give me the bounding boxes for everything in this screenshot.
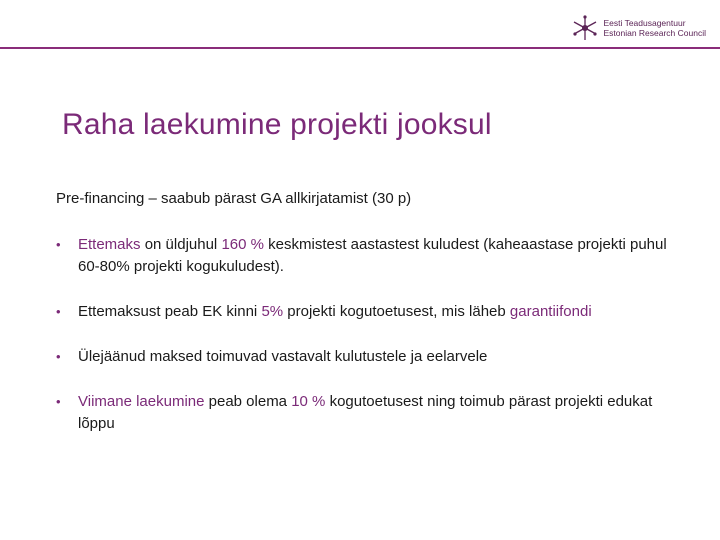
bullet-item [56, 346, 676, 368]
bullet-dot-icon: • [56, 304, 61, 319]
text-run: Ettemaksust peab EK kinni [78, 303, 262, 320]
bullet-list [56, 234, 676, 435]
logo-star-icon [571, 14, 599, 42]
bullet-dot-icon: • [56, 394, 61, 409]
bullet-item [56, 301, 676, 323]
header-rule [0, 47, 720, 49]
intro-text: Pre-financing – saabub pärast GA allkirjatamist (30 p) [56, 190, 412, 207]
bullet-text [78, 346, 487, 368]
highlight: Ettemaks [78, 236, 141, 253]
bullet-dot-icon: • [56, 237, 61, 252]
logo-text-line1: Eesti Teadusagentuur [603, 18, 686, 28]
bullet-text [78, 234, 676, 278]
bullet-dot-icon: • [56, 349, 61, 364]
bullet-text [78, 391, 676, 435]
logo-text-line2: Estonian Research Council [603, 28, 706, 38]
highlight: Viimane laekumine [78, 393, 205, 410]
bullet-item [56, 234, 676, 278]
text-run: keskmistest aastastest kuludest (kaheaastase projekti puhul 60-80% projekti kogukuludest). [78, 236, 667, 275]
highlight: 10 % [291, 393, 326, 410]
text-run: on üldjuhul [140, 236, 222, 253]
highlight: garantiifondi [509, 303, 592, 320]
bullet-item [56, 391, 676, 435]
text-run: Ülejäänud maksed toimuvad vastavalt kulutustele ja eelarvele [78, 348, 488, 365]
estonian-research-council-logo [571, 14, 706, 42]
text-run: projekti kogutoetusest, mis läheb [283, 303, 510, 320]
slide-title: Raha laekumine projekti jooksul [62, 108, 492, 141]
bullet-text [78, 301, 592, 323]
text-run: peab olema [204, 393, 292, 410]
highlight: 5% [261, 303, 284, 320]
text-run: kogutoetusest ning toimub pärast projekti edukat lõppu [78, 393, 653, 432]
highlight: 160 % [221, 236, 264, 253]
